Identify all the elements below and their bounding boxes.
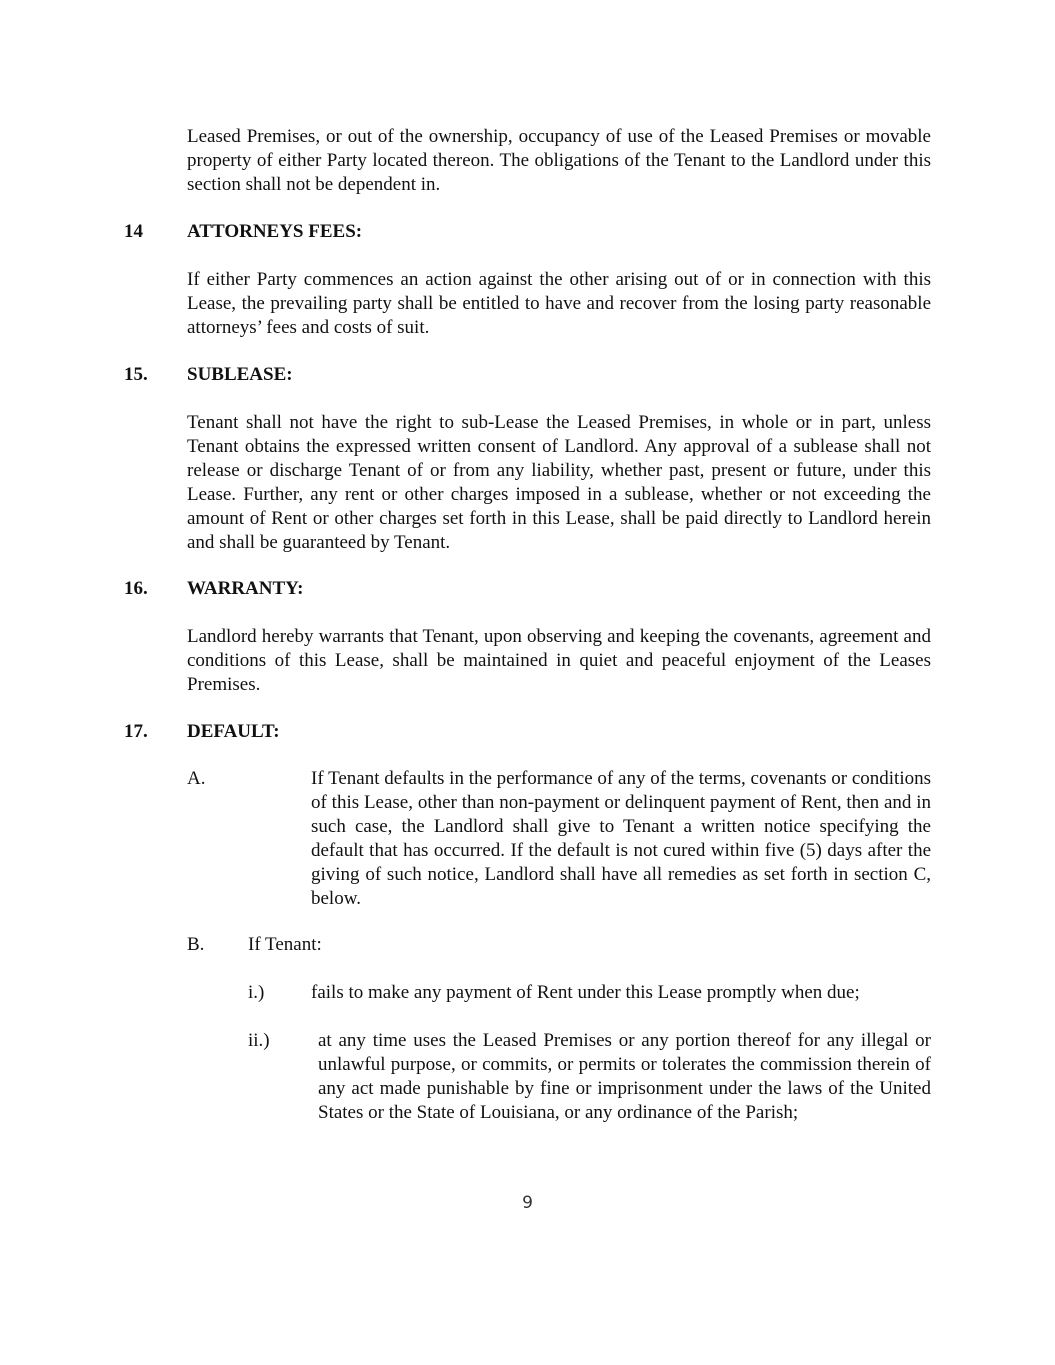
- section-16-number: 16.: [124, 578, 148, 599]
- default-item-b-text: If Tenant:: [248, 934, 322, 955]
- section-15-body: Tenant shall not have the right to sub-Lease the Leased Premises, in whole or in part, unless Tenant obtains the expressed written consent of Landlord. Any approval of a sublease shall not release or discharge Tenant of or from any liability, whether past, present or future, under this Lease. Further, any rent or other charges imposed in a sublease, whether or not exceeding the amount of Rent or other charges set forth in this Lease, shall be paid directly to Landlord herein and shall be guaranteed by Tenant.: [187, 412, 931, 553]
- section-15-number: 15.: [124, 364, 148, 385]
- section-17-number: 17.: [124, 721, 148, 742]
- default-sub-ii-label: ii.): [248, 1030, 270, 1051]
- section-14-number: 14: [124, 221, 143, 242]
- default-sub-ii-text: at any time uses the Leased Premises or any portion thereof for any illegal or unlawful purpose, or commits, or permits or tolerates the commission therein of any act made punishable by fine or imprisonment under the laws of the United States or the State of Louisiana, or any ordinance of the Parish;: [318, 1030, 931, 1123]
- section-17-title: DEFAULT:: [187, 721, 280, 742]
- default-item-a-label: A.: [187, 768, 206, 789]
- section-14-heading: [124, 220, 362, 244]
- page-number: 9: [522, 1193, 533, 1213]
- default-sub-i-text: fails to make any payment of Rent under this Lease promptly when due;: [311, 982, 860, 1003]
- section-14-body: If either Party commences an action against the other arising out of or in connection with this Lease, the prevailing party shall be entitled to have and recover from the losing party reasonable attorneys’ fees and costs of suit.: [187, 269, 931, 338]
- section-16-heading: [124, 577, 303, 601]
- section-14-title: ATTORNEYS FEES:: [187, 221, 363, 242]
- section-17-heading: [124, 720, 280, 744]
- section-16-body: Landlord hereby warrants that Tenant, upon observing and keeping the covenants, agreement and conditions of this Lease, shall be maintained in quiet and peaceful enjoyment of the Leases Premises.: [187, 626, 931, 695]
- default-item-a-text: If Tenant defaults in the performance of any of the terms, covenants or conditions of this Lease, other than non-payment or delinquent payment of Rent, then and in such case, the Landlord shall give to Tenant a written notice specifying the default that has occurred. If the default is not cured within five (5) days after the giving of such notice, Landlord shall have all remedies as set forth in section C, below.: [311, 768, 931, 909]
- default-sub-i-label: i.): [248, 982, 265, 1003]
- section-16-title: WARRANTY:: [187, 578, 304, 599]
- section-15-heading: [124, 363, 293, 387]
- section-15-title: SUBLEASE:: [187, 364, 293, 385]
- intro-paragraph: Leased Premises, or out of the ownership, occupancy of use of the Leased Premises or movable property of either Party located thereon. The obligations of the Tenant to the Landlord under this section shall not be dependent in.: [187, 126, 931, 195]
- default-item-b-label: B.: [187, 934, 205, 955]
